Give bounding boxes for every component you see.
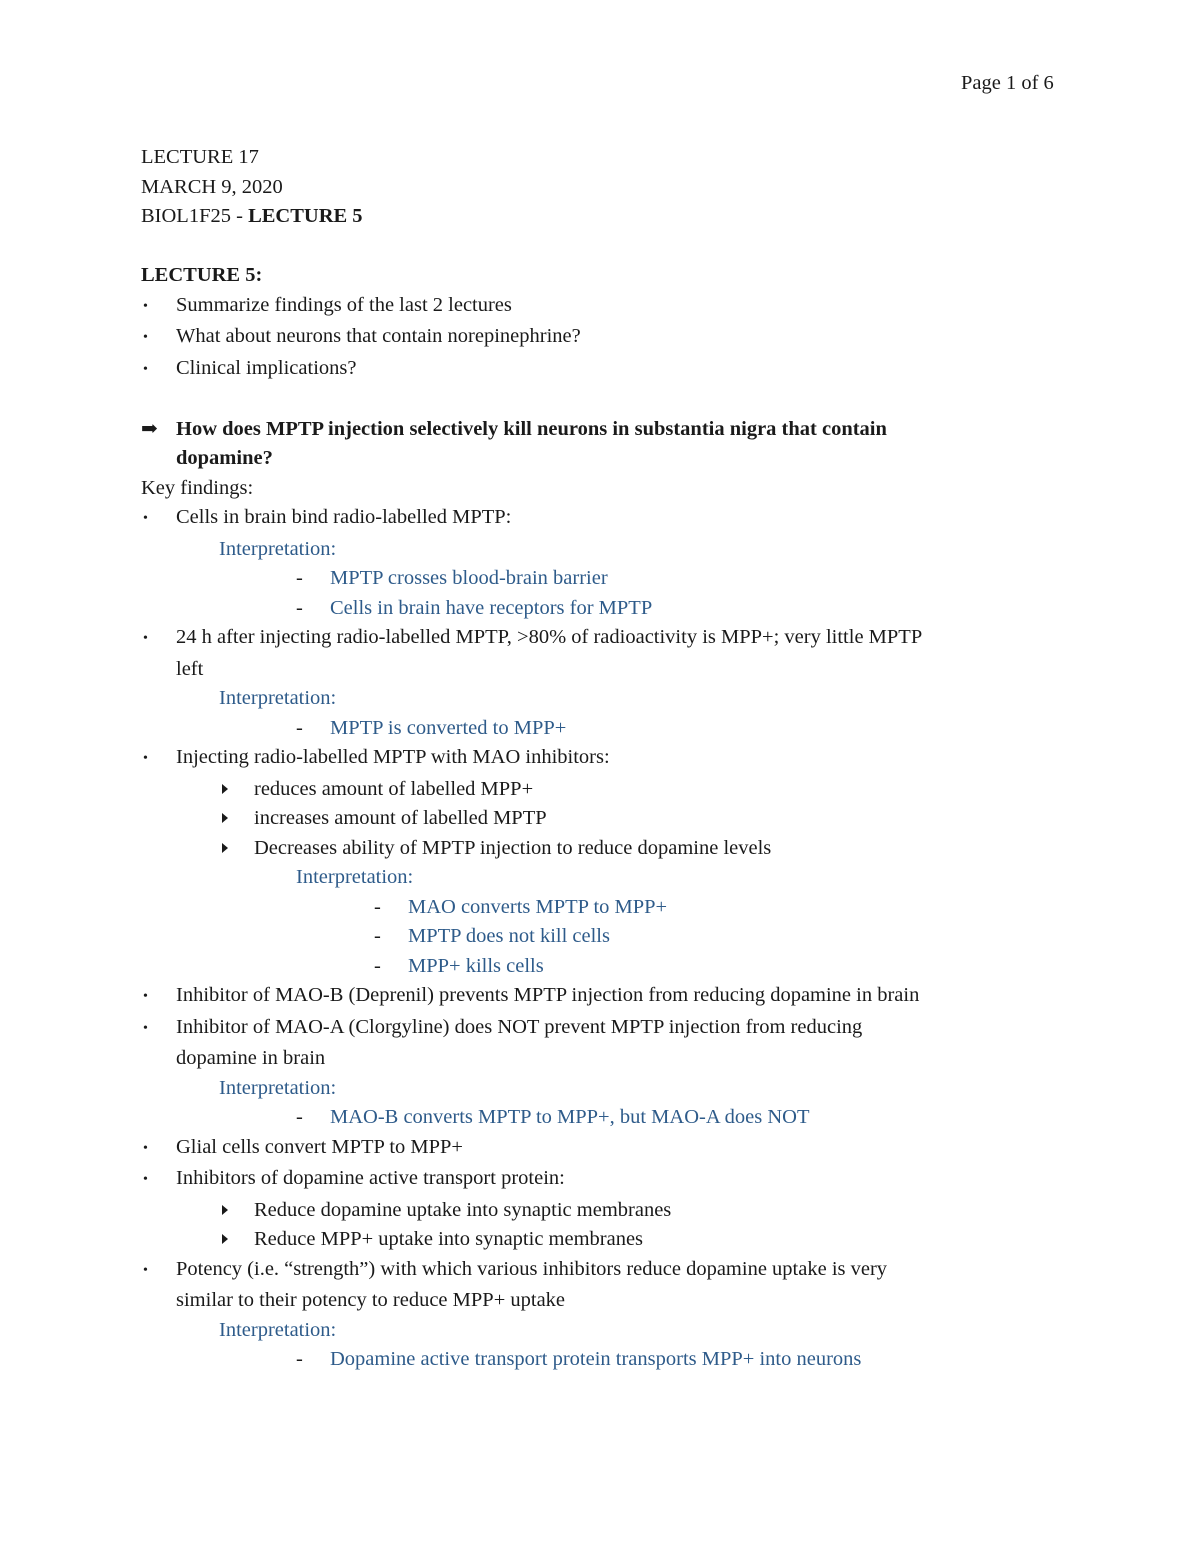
interpretation-text: Cells in brain have receptors for MPTP	[330, 596, 653, 619]
finding-item	[141, 503, 1051, 535]
sub-item-text: increases amount of labelled MPTP	[254, 807, 547, 829]
interpretation-item	[296, 1103, 1051, 1133]
finding-text: Inhibitors of dopamine active transport protein:	[176, 1167, 565, 1189]
question-text-continued: dopamine?	[176, 447, 273, 469]
finding-item-continued	[141, 1044, 1051, 1074]
finding-text: 24 h after injecting radio-labelled MPTP, >80% of radioactivity is MPP+; very little MPTP	[176, 626, 923, 648]
lecture-item: Clinical implications?	[176, 356, 357, 379]
finding-item	[141, 743, 1051, 775]
sub-item	[219, 1196, 1051, 1226]
triangle-bullet-icon	[222, 784, 228, 794]
finding-text-continued: dopamine in brain	[176, 1047, 326, 1069]
dash-icon: -	[374, 925, 381, 947]
dash-icon: -	[374, 954, 381, 977]
finding-item-continued	[141, 1286, 1051, 1316]
finding-text: Inhibitor of MAO-B (Deprenil) prevents MPTP injection from reducing dopamine in brain	[176, 984, 920, 1006]
sub-item	[219, 775, 1051, 805]
interpretation-item	[296, 1345, 1051, 1375]
bullet-icon: •	[143, 631, 148, 646]
bullet-icon: •	[143, 361, 148, 377]
header-date: MARCH 9, 2020	[141, 175, 283, 198]
lecture-item: What about neurons that contain norepinephrine?	[176, 325, 581, 347]
bullet-icon: •	[143, 1140, 148, 1156]
finding-text: Inhibitor of MAO-A (Clorgyline) does NOT prevent MPTP injection from reducing	[176, 1015, 863, 1038]
sub-item-text: Reduce MPP+ uptake into synaptic membranes	[254, 1228, 644, 1250]
list-item	[141, 322, 1051, 354]
sub-item-text: Decreases ability of MPTP injection to reduce dopamine levels	[254, 836, 772, 859]
finding-item	[141, 1013, 1051, 1045]
finding-item	[141, 981, 1051, 1013]
finding-item	[141, 623, 1051, 655]
finding-text-continued: left	[176, 657, 204, 680]
bullet-icon: •	[143, 1262, 148, 1278]
interpretation-text: MPTP crosses blood-brain barrier	[330, 567, 608, 589]
triangle-bullet-icon	[222, 1234, 228, 1244]
bullet-icon: •	[143, 1020, 148, 1036]
bullet-icon: •	[143, 330, 148, 345]
header-course	[141, 202, 1051, 232]
lecture-item: Summarize findings of the last 2 lectures	[176, 293, 512, 316]
interpretation-item	[296, 714, 1051, 744]
interpretation-item	[374, 922, 1051, 952]
sub-item	[219, 804, 1051, 834]
interpretation-item	[374, 952, 1051, 982]
interpretation-item	[374, 893, 1051, 923]
triangle-bullet-icon	[222, 843, 228, 853]
question	[141, 415, 1051, 445]
sub-item-text: reduces amount of labelled MPP+	[254, 777, 534, 800]
header-lecture: LECTURE 17	[141, 146, 259, 168]
question-text: How does MPTP injection selectively kill neurons in substantia nigra that contain	[176, 417, 887, 440]
course-code: BIOL1F25 -	[141, 205, 249, 227]
dash-icon: -	[374, 895, 381, 918]
interpretation-label: Interpretation:	[219, 1318, 337, 1341]
arrow-right-icon: ➡	[141, 417, 158, 440]
interpretation-text: MAO-B converts MPTP to MPP+, but MAO-A does NOT	[330, 1106, 810, 1128]
interpretation-text: MAO converts MPTP to MPP+	[408, 895, 668, 918]
interpretation-label: Interpretation:	[219, 687, 337, 709]
list-item	[141, 291, 1051, 323]
bullet-icon: •	[143, 298, 148, 314]
interpretation-text: MPP+ kills cells	[408, 954, 544, 977]
interpretation-text: Dopamine active transport protein transports MPP+ into neurons	[330, 1348, 862, 1370]
dash-icon: -	[296, 596, 303, 619]
dash-icon: -	[296, 1348, 303, 1370]
dash-icon: -	[296, 1106, 303, 1128]
bullet-icon: •	[143, 511, 148, 526]
interpretation-item	[296, 594, 1051, 624]
finding-text-continued: similar to their potency to reduce MPP+ uptake	[176, 1289, 566, 1311]
dash-icon: -	[296, 716, 303, 739]
bullet-icon: •	[143, 989, 148, 1004]
dash-icon: -	[296, 567, 303, 589]
lecture-heading: LECTURE 5:	[141, 264, 263, 286]
finding-item	[141, 1133, 1051, 1165]
finding-text: Potency (i.e. “strength”) with which various inhibitors reduce dopamine uptake is very	[176, 1257, 888, 1280]
finding-item	[141, 1255, 1051, 1287]
sub-item-text: Reduce dopamine uptake into synaptic membranes	[254, 1198, 672, 1221]
interpretation-text: MPTP does not kill cells	[408, 925, 610, 947]
sub-item	[219, 834, 1051, 864]
triangle-bullet-icon	[222, 1205, 228, 1215]
interpretation-label: Interpretation:	[219, 537, 337, 560]
finding-item	[141, 1164, 1051, 1196]
document-body	[141, 143, 1051, 1375]
bullet-icon: •	[143, 751, 148, 766]
bullet-icon: •	[143, 1172, 148, 1187]
page-number: Page 1 of 6	[961, 72, 1054, 94]
question-continued	[141, 444, 1051, 474]
finding-item-continued	[141, 655, 1051, 685]
sub-item	[219, 1225, 1051, 1255]
interpretation-label: Interpretation:	[219, 1076, 337, 1099]
interpretation-label: Interpretation:	[296, 866, 414, 888]
triangle-bullet-icon	[222, 813, 228, 823]
key-findings-label: Key findings:	[141, 476, 254, 499]
finding-text: Glial cells convert MPTP to MPP+	[176, 1135, 463, 1158]
interpretation-text: MPTP is converted to MPP+	[330, 716, 567, 739]
finding-text: Injecting radio-labelled MPTP with MAO inhibitors:	[176, 746, 610, 768]
list-item	[141, 354, 1051, 386]
finding-text: Cells in brain bind radio-labelled MPTP:	[176, 506, 512, 528]
interpretation-item	[296, 564, 1051, 594]
course-lecture: LECTURE 5	[248, 205, 363, 227]
